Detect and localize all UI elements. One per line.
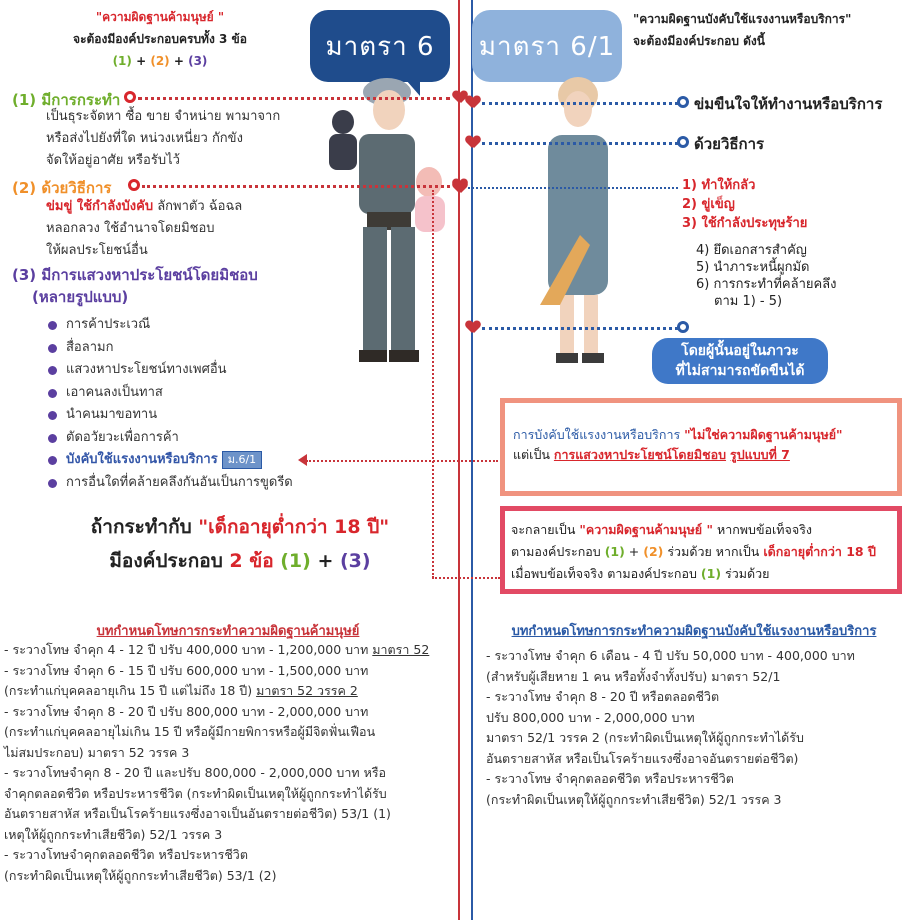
boxB-b4: ร่วมด้วย หากเป็น	[663, 544, 764, 559]
connector-line-3	[482, 102, 678, 105]
element-1-line-3: จัดให้อยู่อาศัย หรือรับไว้	[46, 153, 180, 168]
boxB-a3: หากพบข้อเท็จจริง	[713, 522, 813, 537]
penalty-left-l3a: (กระทำแก่บุคคลอายุเกิน 15 ปี แต่ไม่ถึง 18 ปี)	[4, 683, 257, 698]
header-left-line2: จะต้องมีองค์ประกอบครบทั้ง 3 ข้อ	[73, 32, 247, 46]
list-item: สื่อลามก	[46, 337, 293, 360]
element-2-line-1	[46, 196, 242, 218]
penalty-left-list	[4, 640, 456, 886]
unable-to-resist-box	[652, 338, 828, 384]
penalty-right-line: ปรับ 800,000 บาท - 2,000,000 บาท	[486, 709, 695, 725]
coercion-heading: ข่มขืนใจให้ทำงานหรือบริการ	[694, 95, 883, 113]
boxB-line-3	[511, 563, 891, 585]
method-4: 4) ยึดเอกสารสำคัญ	[696, 243, 807, 258]
boxA-b2: การแสวงหาประโยชน์โดยมิชอบ	[553, 447, 727, 462]
list-item: แสวงหาประโยชน์ทางเพศอื่น	[46, 359, 293, 382]
list-item: นำคนมาขอทาน	[46, 404, 293, 427]
formula-3: (3)	[188, 54, 208, 68]
methods-heading: ด้วยวิธีการ	[694, 135, 765, 153]
method-3: 3) ใช้กำลังประทุษร้าย	[682, 216, 808, 231]
element-3-heading-line-1: (3) มีการแสวงหาประโยชน์โดยมิชอบ	[12, 266, 258, 284]
child-line-1-b: "เด็กอายุต่ำกว่า 18 ปี"	[198, 516, 390, 538]
header-right-subtitle: จะต้องมีองค์ประกอบ ดังนี้	[633, 34, 765, 48]
penalty-left-line: - ระวางโทษจำคุก 8 - 20 ปี และปรับ 800,000 - 2,000,000 บาท หรือ	[4, 765, 387, 780]
list-item: ตัดอวัยวะเพื่อการค้า	[46, 427, 293, 450]
element-3-heading	[12, 264, 258, 308]
connector-line-2	[142, 185, 450, 188]
header-right-title: "ความผิดฐานบังคับใช้แรงงานหรือบริการ"	[633, 12, 852, 26]
boxB-a2: "ความผิดฐานค้ามนุษย์ "	[579, 522, 713, 537]
arrow-left-icon	[298, 454, 307, 466]
list-item: การอื่นใดที่คล้ายคลึงกันอันเป็นการขูดรีด	[46, 472, 293, 495]
penalty-right-line: - ระวางโทษ จำคุกตลอดชีวิต หรือประหารชีวิต	[486, 771, 734, 786]
connector-ring-3	[677, 96, 689, 108]
penalty-right-line: - ระวางโทษ จำคุก 8 - 20 ปี หรือตลอดชีวิต	[486, 689, 720, 704]
connector-ring-2	[128, 179, 140, 191]
penalty-right-line: - ระวางโทษ จำคุก 6 เดือน - 4 ปี ปรับ 50,000 บาท - 400,000 บาท	[486, 648, 855, 663]
connector-line-4	[482, 142, 678, 145]
boxB-b3: (2)	[643, 544, 664, 559]
element-1-heading: (1) มีการกระทำ	[12, 91, 121, 109]
element-2-heading: (2) ด้วยวิธีการ	[12, 179, 112, 197]
note-box-not-trafficking	[500, 398, 902, 496]
formula-1: (1)	[112, 54, 132, 68]
penalty-left-line: - ระวางโทษจำคุกตลอดชีวิต หรือประหารชีวิต	[4, 847, 248, 862]
boxB-connector	[432, 577, 500, 579]
list-item-forced-labour	[46, 449, 293, 472]
boxB-c3: ร่วมด้วย	[721, 566, 770, 581]
vertical-dotted-connector	[432, 190, 434, 578]
penalty-right-line: (กระทำผิดเป็นเหตุให้ผู้ถูกกระทำเสียชีวิต) 52/1 วรรค 3	[486, 791, 782, 807]
method-1: 1) ทำให้กลัว	[682, 178, 756, 193]
boxB-b5: เด็กอายุต่ำกว่า 18 ปี	[763, 544, 876, 559]
penalty-left-l1a: - ระวางโทษ จำคุก 4 - 12 ปี ปรับ 400,000 บาท - 1,200,000 บาท	[4, 642, 373, 657]
penalty-left-l3b: มาตรา 52 วรรค 2	[256, 683, 358, 698]
penalty-left-line	[4, 640, 456, 661]
element-1-line-2: หรือส่งไปยังที่ใด หน่วงเหนี่ยว กักขัง	[46, 131, 243, 146]
connector-ring-1	[124, 91, 136, 103]
note-box-becomes-trafficking	[500, 506, 902, 594]
penalty-left-l1b: มาตรา 52	[372, 642, 430, 657]
method-2: 2) ขู่เข็ญ	[682, 197, 735, 212]
boxA-a1: การบังคับใช้แรงงานหรือบริการ	[513, 427, 685, 442]
exploitation-list	[46, 314, 293, 494]
heart-icon-4	[466, 136, 480, 148]
child-line-2-b: 2 ข้อ	[229, 550, 274, 572]
method-5: 5) นำภาระหนี้ผูกมัด	[696, 260, 810, 275]
penalty-left-line	[4, 681, 456, 702]
header-left	[20, 6, 300, 72]
child-line-1-a: ถ้ากระทำกับ	[90, 516, 199, 538]
element-2-highlight: ข่มขู่ ใช้กำลังบังคับ	[46, 199, 154, 214]
boxB-b1: ตามองค์ประกอบ	[511, 544, 605, 559]
methods-other-list	[696, 242, 837, 310]
formula-2: (2)	[150, 54, 170, 68]
boxB-a1: จะกลายเป็น	[511, 522, 580, 537]
forced-labour-arrow-line	[306, 460, 498, 462]
penalty-left-line: (กระทำแก่บุคคลอายุไม่เกิน 15 ปี หรือผู้มีกายพิการหรือผู้มีจิตฟั่นเฟือน	[4, 724, 376, 739]
unable-line-1: โดยผู้นั้นอยู่ในภาวะ	[681, 343, 799, 359]
boxB-c1: เมื่อพบข้อเท็จจริง ตามองค์ประกอบ	[511, 566, 701, 581]
child-line-2-c: (1)	[280, 550, 311, 572]
heart-icon-3	[466, 96, 480, 108]
penalty-left-line: - ระวางโทษ จำคุก 8 - 20 ปี ปรับ 800,000 บาท - 2,000,000 บาท	[4, 703, 369, 719]
connector-ring-4	[677, 136, 689, 148]
penalty-right-title: บทกำหนดโทษการกระทำความผิดฐานบังคับใช้แรงงานหรือบริการ	[511, 624, 877, 639]
child-condition	[40, 510, 440, 578]
list-item: การค้าประเวณี	[46, 314, 293, 337]
penalty-right-line: มาตรา 52/1 วรรค 2 (กระทำผิดเป็นเหตุให้ผู้ถูกกระทำได้รับ	[486, 730, 804, 745]
element-2-line-3: ให้ผลประโยชน์อื่น	[46, 243, 148, 258]
header-left-formula	[20, 50, 300, 72]
boxA-a2: "ไม่ใช่ความผิดฐานค้ามนุษย์"	[684, 427, 843, 442]
element-1-body	[46, 106, 280, 172]
header-right	[633, 8, 903, 52]
element-2-line-2: หลอกลวง ใช้อำนาจโดยมิชอบ	[46, 221, 215, 236]
boxB-b2: (1)	[604, 544, 625, 559]
child-line-2-d: (3)	[340, 550, 371, 572]
plus-2: +	[173, 54, 184, 68]
header-left-title: "ความผิดฐานค้ามนุษย์ "	[95, 10, 225, 24]
penalty-left-line: เหตุให้ผู้ถูกกระทำเสียชีวิต) 52/1 วรรค 3	[4, 826, 223, 842]
child-line-1	[40, 510, 440, 544]
boxB-line-2: ตามองค์ประกอบ (1) + (2) ร่วมด้วย หากเป็น เด็กอายุต่ำกว่า 18 ปี	[511, 544, 876, 559]
method-6-cont: ตาม 1) - 5)	[714, 294, 783, 309]
penalty-right-line: (สำหรับผู้เสียหาย 1 คน หรือทั้งจำทั้งปรับ) มาตรา 52/1	[486, 668, 781, 684]
boxB-line-1	[511, 519, 891, 541]
connector-ring-6	[677, 321, 689, 333]
forced-labour-label: บังคับใช้แรงงานหรือบริการ	[66, 452, 218, 467]
boxA-line-2	[513, 445, 889, 465]
section-6-bubble: มาตรา 6	[310, 10, 450, 82]
penalty-right-line: อันตรายสาหัส หรือเป็นโรคร้ายแรงซึ่งอาจอันตรายต่อชีวิต)	[486, 750, 799, 766]
penalty-left-title: บทกำหนดโทษการกระทำความผิดฐานค้ามนุษย์	[96, 624, 360, 639]
plus-1: +	[136, 54, 147, 68]
penalty-left-line: ไม่สมประกอบ) มาตรา 52 วรรค 3	[4, 744, 190, 760]
heart-icon-6	[466, 321, 480, 333]
penalty-left-line: (กระทำผิดเป็นเหตุให้ผู้ถูกกระทำเสียชีวิต) 53/1 (2)	[4, 867, 277, 883]
element-1-line-1: เป็นธุระจัดหา ซื้อ ขาย จำหน่าย พามาจาก	[46, 109, 281, 124]
section-tag: ม.6/1	[222, 451, 262, 469]
trafficker-illustration	[315, 62, 455, 372]
method-6: 6) การกระทำที่คล้ายคลึง	[696, 277, 837, 292]
penalty-left-line: จำคุกตลอดชีวิต หรือประหารชีวิต (กระทำผิดเป็นเหตุให้ผู้ถูกกระทำได้รับ	[4, 785, 387, 801]
child-line-2-a: มีองค์ประกอบ	[109, 550, 230, 572]
boxB-c2: (1)	[700, 566, 722, 581]
element-2-body	[46, 196, 242, 262]
methods-red-list	[682, 176, 807, 233]
unable-line-2: ที่ไม่สามารถขัดขืนได้	[675, 363, 805, 379]
connector-line-6	[482, 327, 678, 330]
element-2-text-1: ลักพาตัว ฉ้อฉล	[153, 199, 243, 214]
list-item: เอาคนลงเป็นทาส	[46, 382, 293, 405]
connector-line-1	[138, 97, 450, 100]
element-3-heading-line-2: (หลายรูปแบบ)	[32, 288, 129, 306]
connector-line-5	[468, 187, 678, 189]
header-left-subtitle	[20, 28, 300, 50]
boxA-b1: แต่เป็น	[513, 447, 554, 462]
heart-icon-5	[453, 181, 467, 193]
boxA-b3: รูปแบบที่ 7	[730, 447, 790, 462]
penalty-left-line: อันตรายสาหัส หรือเป็นโรคร้ายแรงซึ่งอาจเป็นอันตรายต่อชีวิต) 53/1 (1)	[4, 806, 391, 821]
section-6-1-bubble: มาตรา 6/1	[472, 10, 622, 82]
child-plus: +	[317, 550, 334, 572]
boxA-line-1	[513, 425, 889, 445]
penalty-right-list	[486, 646, 906, 810]
penalty-left-line: - ระวางโทษ จำคุก 6 - 15 ปี ปรับ 600,000 บาท - 1,500,000 บาท	[4, 662, 369, 678]
child-line-2	[40, 544, 440, 578]
